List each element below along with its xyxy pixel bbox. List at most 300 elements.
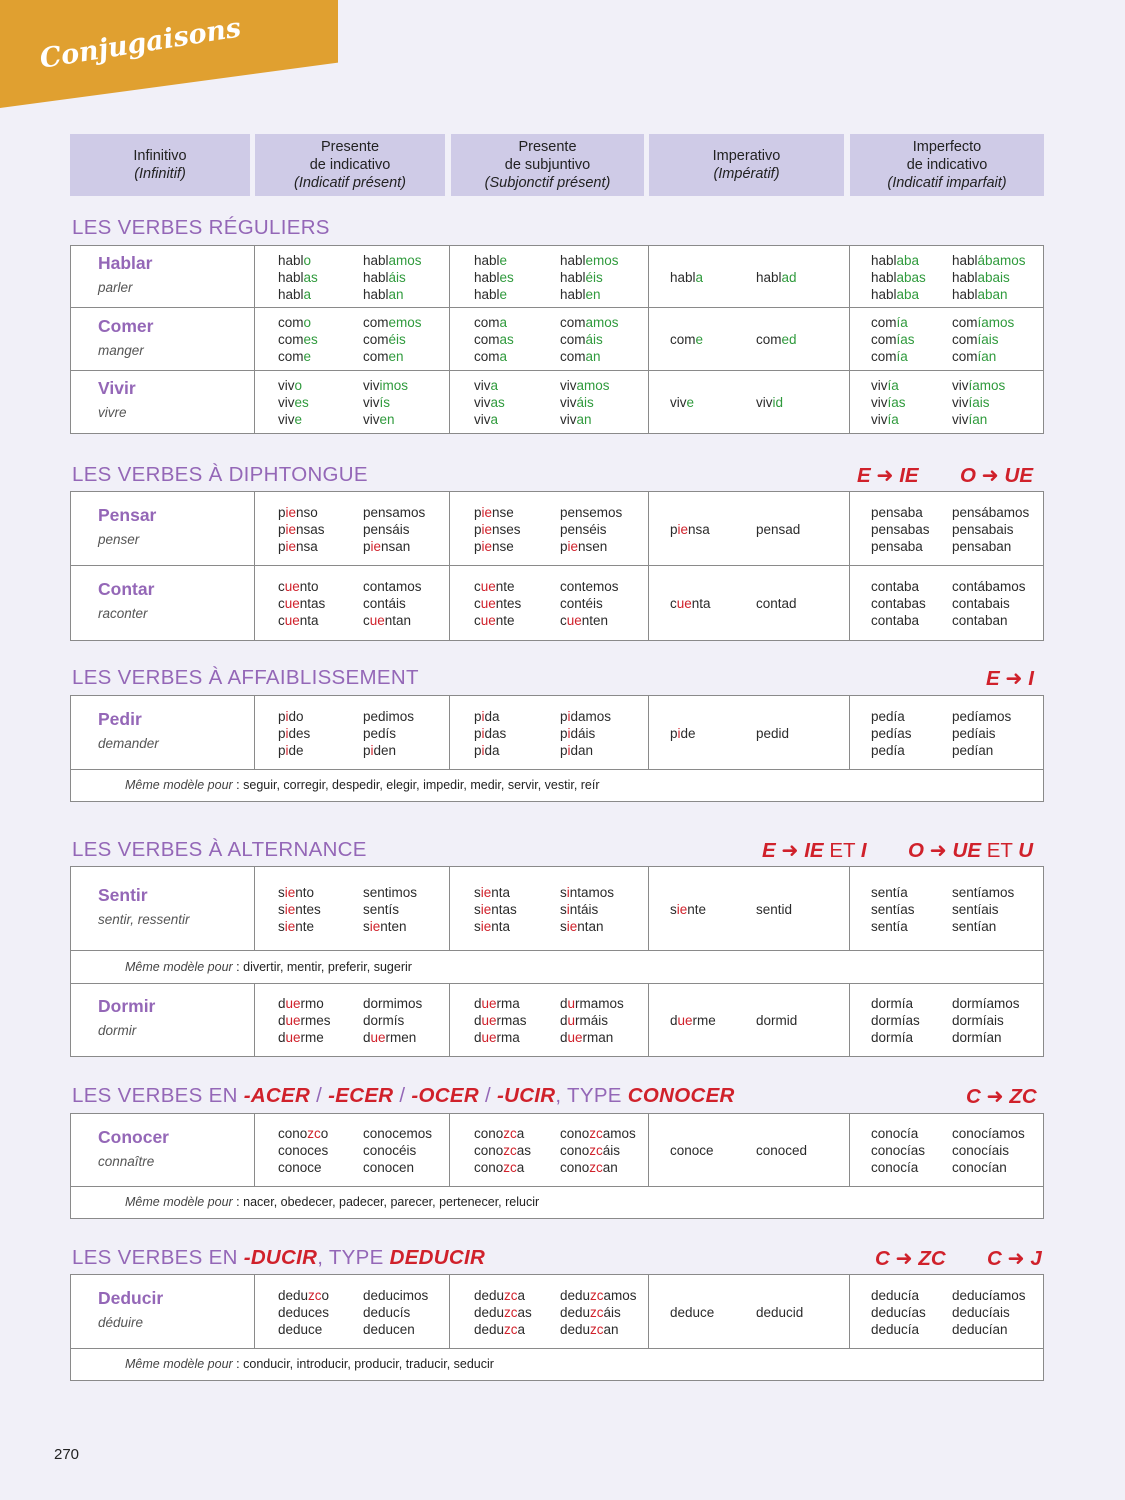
verb-form [756, 1142, 807, 1159]
conjugation-column [756, 1142, 807, 1159]
verb-form [278, 725, 310, 742]
form-part: ue [481, 1029, 497, 1045]
conjugation-column [670, 1142, 714, 1159]
form-part: rmen [385, 1029, 417, 1045]
form-part: amos [576, 377, 610, 393]
verb-form [670, 269, 703, 286]
conjugation-column [278, 1125, 328, 1176]
form-part: viv [952, 411, 969, 427]
form-part: c [670, 595, 677, 611]
form-part: conoce [278, 1160, 322, 1175]
verb-form [756, 1304, 803, 1321]
conjugation-column [363, 504, 425, 555]
verb-form [871, 331, 915, 348]
form-part: e [499, 252, 508, 268]
column-divider [254, 566, 255, 640]
verb-form [278, 708, 310, 725]
verb-form [560, 725, 611, 742]
form-part: s [278, 918, 285, 934]
form-part: ue [285, 995, 301, 1011]
column-divider [449, 1275, 450, 1348]
column-divider [254, 371, 255, 433]
verb-form [670, 901, 706, 918]
verb-form [952, 612, 1026, 629]
form-part: ue [370, 1029, 386, 1045]
conjugation-column [756, 1304, 803, 1321]
form-part: nto [295, 884, 315, 900]
conjugation-table [70, 695, 1044, 802]
verb-form [871, 1287, 926, 1304]
infinitive-es: Pensar [98, 505, 157, 525]
column-divider [849, 1114, 850, 1186]
form-part: c [278, 595, 285, 611]
form-part: ie [284, 884, 296, 900]
form-part: sentid [756, 901, 793, 917]
conjugation-column [278, 504, 325, 555]
verb-form [952, 521, 1029, 538]
form-part: dormíais [952, 1012, 1004, 1028]
form-part: contad [756, 595, 797, 611]
conjugation-column [363, 995, 422, 1046]
form-part: com [278, 332, 304, 347]
verb-form [871, 377, 906, 394]
form-part: com [952, 315, 978, 330]
conjugation-column [560, 1125, 636, 1176]
rule-label [986, 666, 1034, 691]
verb-form [363, 742, 414, 759]
form-part: áis [603, 1304, 621, 1320]
form-part: ie [677, 521, 689, 537]
form-part: p [363, 538, 371, 554]
verb-form [952, 348, 1014, 365]
verb-form [474, 901, 517, 918]
column-divider [254, 246, 255, 307]
form-part: contaba [871, 578, 920, 594]
form-part: de [288, 742, 304, 758]
form-part: ían [977, 349, 997, 364]
form-part: cono [474, 1160, 504, 1175]
verb-form [363, 1012, 422, 1029]
verb-form [474, 348, 514, 365]
verb-form [278, 1142, 328, 1159]
header-presente-indicativo [255, 134, 445, 196]
form-part: es [303, 332, 318, 347]
form-part: nta [491, 918, 511, 934]
form-part: ían [968, 411, 988, 427]
verb-row [71, 371, 1043, 433]
form-part: ie [370, 538, 382, 554]
form-part: pensabas [871, 521, 930, 537]
conjugation-column [560, 995, 624, 1046]
verb-form [278, 286, 318, 303]
verb-form [670, 394, 694, 411]
column-divider [648, 1114, 649, 1186]
form-part: p [560, 708, 568, 724]
conjugation-column [363, 708, 414, 759]
form-part: pedían [952, 742, 994, 758]
verb-form [363, 331, 422, 348]
form-part: e [294, 411, 303, 427]
verb-form [363, 884, 417, 901]
verb-form [871, 995, 920, 1012]
verb-form [363, 918, 417, 935]
verb-form [952, 377, 1005, 394]
form-part: viv [560, 377, 577, 393]
form-part: com [871, 315, 897, 330]
conjugation-column [756, 269, 797, 286]
rule-part: E ➜ I [986, 667, 1034, 690]
form-part: zc [590, 1287, 604, 1303]
verb-form [363, 1142, 432, 1159]
verb-form [952, 708, 1011, 725]
verb-form [952, 742, 1011, 759]
form-part: p [474, 521, 482, 537]
column-divider [648, 867, 649, 950]
form-part: pedíais [952, 725, 996, 741]
form-part: ie [285, 521, 297, 537]
conjugation-table [70, 1274, 1044, 1381]
form-part: íais [977, 332, 999, 347]
form-part: viv [278, 377, 295, 393]
form-part: s [560, 901, 567, 917]
verb-form [871, 521, 930, 538]
form-part: contaban [952, 612, 1008, 628]
form-part: cono [474, 1143, 504, 1158]
verb-form [363, 612, 422, 629]
form-part: sentíamos [952, 884, 1015, 900]
form-part: ue [369, 612, 385, 628]
verb-form [871, 1142, 925, 1159]
note-row [71, 951, 1043, 984]
verb-form [278, 612, 325, 629]
form-part: p [670, 521, 678, 537]
verb-form [474, 504, 521, 521]
verb-form [278, 538, 325, 555]
verb-form [278, 595, 325, 612]
form-part: a [517, 1287, 526, 1303]
verb-form [952, 1321, 1026, 1338]
form-part: com [560, 349, 586, 364]
form-part: habl [952, 252, 978, 268]
form-part: e [303, 349, 312, 364]
note-verbs: seguir, corregir, despedir, elegir, impedir, medir, servir, vestir, reír [243, 777, 600, 792]
form-part: rman [582, 1029, 614, 1045]
form-part: deducimos [363, 1287, 429, 1303]
form-part: ís [379, 394, 391, 410]
form-part: de [680, 725, 696, 741]
verb-form [363, 314, 422, 331]
form-part: íais [968, 394, 990, 410]
form-part: aban [977, 286, 1008, 302]
conjugation-column [756, 394, 783, 411]
verb-form [474, 995, 527, 1012]
form-part: d [363, 1029, 371, 1045]
header-label-2: de indicativo [309, 157, 391, 173]
verb-form [278, 504, 325, 521]
form-part: sentía [871, 884, 908, 900]
form-part: s [474, 901, 481, 917]
form-part: viv [871, 377, 888, 393]
verb-form [560, 901, 614, 918]
form-part: c [278, 612, 285, 628]
conjugation-column [670, 394, 694, 411]
verb-form [474, 612, 521, 629]
form-part: s [670, 901, 677, 917]
verb-form [952, 901, 1014, 918]
note-verbs: divertir, mentir, preferir, sugerir [243, 959, 412, 974]
verb-form [871, 884, 915, 901]
conjugation-column [871, 252, 926, 303]
form-part: habl [871, 286, 897, 302]
verb-form [756, 901, 792, 918]
verb-form [363, 348, 422, 365]
rule-part: U [1018, 839, 1034, 862]
form-part: d [278, 1029, 286, 1045]
note-row [71, 770, 1043, 801]
infinitive-es: Vivir [98, 378, 136, 398]
column-divider [648, 696, 649, 769]
form-part: dormíamos [952, 995, 1020, 1011]
form-part: d [474, 1012, 482, 1028]
verb-form [952, 1012, 1020, 1029]
form-part: ie [567, 538, 579, 554]
verb-row [71, 696, 1043, 770]
rule-label [960, 463, 1033, 488]
form-part: ie [481, 504, 493, 520]
form-part: da [484, 742, 500, 758]
conjugation-table [70, 245, 1044, 434]
form-part: ue [284, 612, 300, 628]
verb-form [474, 884, 517, 901]
rule-part: O ➜ UE [960, 464, 1033, 487]
conjugation-column [871, 314, 915, 365]
conjugation-column [670, 269, 703, 286]
form-part: i [285, 725, 289, 741]
form-part: das [484, 725, 507, 741]
verb-form [871, 538, 930, 555]
form-part: p [560, 725, 568, 741]
section-title [72, 838, 367, 862]
form-part: p [474, 742, 482, 758]
section-title [72, 1246, 485, 1270]
form-part: abas [896, 269, 926, 285]
verb-form [560, 742, 611, 759]
form-part: contaba [871, 612, 920, 628]
verb-form [278, 348, 318, 365]
column-divider [849, 308, 850, 370]
verb-form [363, 411, 408, 428]
verb-form [474, 595, 521, 612]
form-part: viv [756, 394, 773, 410]
conjugation-column [474, 1287, 532, 1338]
verb-form [560, 411, 610, 428]
verb-form [952, 884, 1014, 901]
column-divider [254, 867, 255, 950]
form-part: zc [307, 1126, 321, 1141]
infinitive [98, 378, 136, 420]
form-part: viv [670, 394, 687, 410]
form-part: sentíais [952, 901, 999, 917]
form-part: ías [887, 394, 906, 410]
verb-form [363, 725, 414, 742]
form-part: u [567, 995, 576, 1011]
form-part: o [320, 1126, 329, 1141]
form-part: ntan [384, 612, 412, 628]
title-part: -UCIR [496, 1084, 556, 1107]
verb-form [474, 538, 521, 555]
verb-form [363, 901, 417, 918]
form-part: zc [589, 1126, 603, 1141]
note-prefix: Même modèle pour [125, 777, 233, 792]
form-part: c [474, 578, 481, 594]
form-part: ie [369, 918, 381, 934]
verb-form [560, 1142, 636, 1159]
form-part: a [517, 1321, 526, 1337]
conjugation-column [560, 314, 619, 365]
form-part: i [285, 708, 289, 724]
verb-form [871, 1321, 926, 1338]
form-part: ntas [299, 595, 326, 611]
form-part: habl [952, 286, 978, 302]
header-label-2: de indicativo [906, 157, 988, 173]
form-part: dormías [871, 1012, 920, 1028]
verb-form [560, 1304, 637, 1321]
form-part: nsen [578, 538, 608, 554]
form-part: nte [495, 578, 515, 594]
verb-form [474, 1012, 527, 1029]
infinitive-fr: raconter [98, 606, 148, 621]
banner-title: Conjugaisons [37, 12, 244, 75]
form-part: cono [560, 1126, 590, 1141]
verb-form [871, 348, 915, 365]
form-part: i [566, 901, 570, 917]
form-part: zc [589, 1160, 603, 1175]
form-part: com [278, 349, 304, 364]
form-part: conocías [871, 1143, 926, 1158]
conjugation-column [474, 504, 521, 555]
conjugation-column [952, 314, 1014, 365]
verb-form [278, 1029, 331, 1046]
form-part: amos [603, 1287, 637, 1303]
conjugation-column [560, 377, 610, 428]
column-divider [254, 696, 255, 769]
verb-form [871, 708, 912, 725]
conjugation-column [756, 1012, 797, 1029]
form-part: ue [285, 1012, 301, 1028]
form-part: zc [504, 1321, 518, 1337]
form-part: zc [504, 1287, 518, 1303]
form-part: ntes [495, 595, 522, 611]
form-part: deducía [871, 1287, 920, 1303]
verb-form [278, 578, 325, 595]
column-divider [849, 371, 850, 433]
title-part: -ECER [328, 1084, 394, 1107]
verb-form [560, 595, 619, 612]
verb-form [952, 331, 1014, 348]
conjugation-column [871, 1287, 926, 1338]
form-part: pedía [871, 742, 905, 758]
verb-form [363, 286, 422, 303]
form-part: contabais [952, 595, 1010, 611]
verb-form [560, 1287, 637, 1304]
conjugation-table [70, 491, 1044, 641]
form-part: pensáis [363, 521, 410, 537]
form-part: com [670, 332, 696, 347]
form-part: íamos [968, 377, 1006, 393]
verb-form [474, 1142, 531, 1159]
form-part: habl [560, 269, 586, 285]
form-part: i [567, 708, 571, 724]
form-part: ía [887, 411, 899, 427]
verb-form [363, 708, 414, 725]
rule-part: E ➜ IE [762, 839, 824, 862]
verb-form [871, 595, 926, 612]
form-part: dedu [560, 1321, 591, 1337]
form-part: emos [585, 252, 619, 268]
verb-form [952, 411, 1005, 428]
form-part: es [294, 394, 309, 410]
form-part: sentís [363, 901, 400, 917]
form-part: sentías [871, 901, 915, 917]
header-label: Infinitivo [133, 148, 187, 164]
verb-form [278, 742, 310, 759]
form-part: sentían [952, 918, 997, 934]
title-part: , TYPE [317, 1246, 390, 1269]
form-part: s [560, 884, 567, 900]
verb-form [560, 286, 619, 303]
form-part: pensamos [363, 504, 426, 520]
verb-form [952, 1125, 1025, 1142]
verb-form [363, 538, 425, 555]
verb-form [474, 1125, 531, 1142]
header-presente-subjuntivo [451, 134, 644, 196]
infinitive-es: Sentir [98, 885, 148, 905]
form-part: ie [285, 538, 297, 554]
form-part: contéis [560, 595, 603, 611]
conjugation-column [756, 725, 789, 742]
verb-form [474, 331, 514, 348]
verb-form [560, 504, 622, 521]
verb-form [560, 1012, 624, 1029]
verb-form [474, 269, 514, 286]
form-part: damos [570, 708, 612, 724]
verb-form [756, 521, 800, 538]
conjugation-column [474, 578, 521, 629]
column-divider [849, 867, 850, 950]
form-part: ue [480, 578, 496, 594]
infinitive-fr: manger [98, 342, 144, 358]
verb-form [278, 377, 309, 394]
infinitive-fr: dormir [98, 1023, 137, 1038]
verb-form [363, 252, 422, 269]
rule-part: ET [981, 839, 1019, 862]
form-part: p [474, 538, 482, 554]
form-part: en [379, 411, 395, 427]
form-part: nten [380, 918, 407, 934]
conjugation-column [363, 252, 422, 303]
form-part: conocíamos [952, 1126, 1025, 1141]
verb-form [952, 995, 1020, 1012]
form-part: an [603, 1321, 619, 1337]
form-part: habl [670, 269, 696, 285]
form-part: nte [687, 901, 707, 917]
form-part: p [278, 538, 286, 554]
form-part: amos [602, 1126, 636, 1141]
form-part: rmamos [575, 995, 624, 1011]
form-part: p [278, 708, 286, 724]
form-part: deducen [363, 1321, 415, 1337]
form-part: c [474, 595, 481, 611]
